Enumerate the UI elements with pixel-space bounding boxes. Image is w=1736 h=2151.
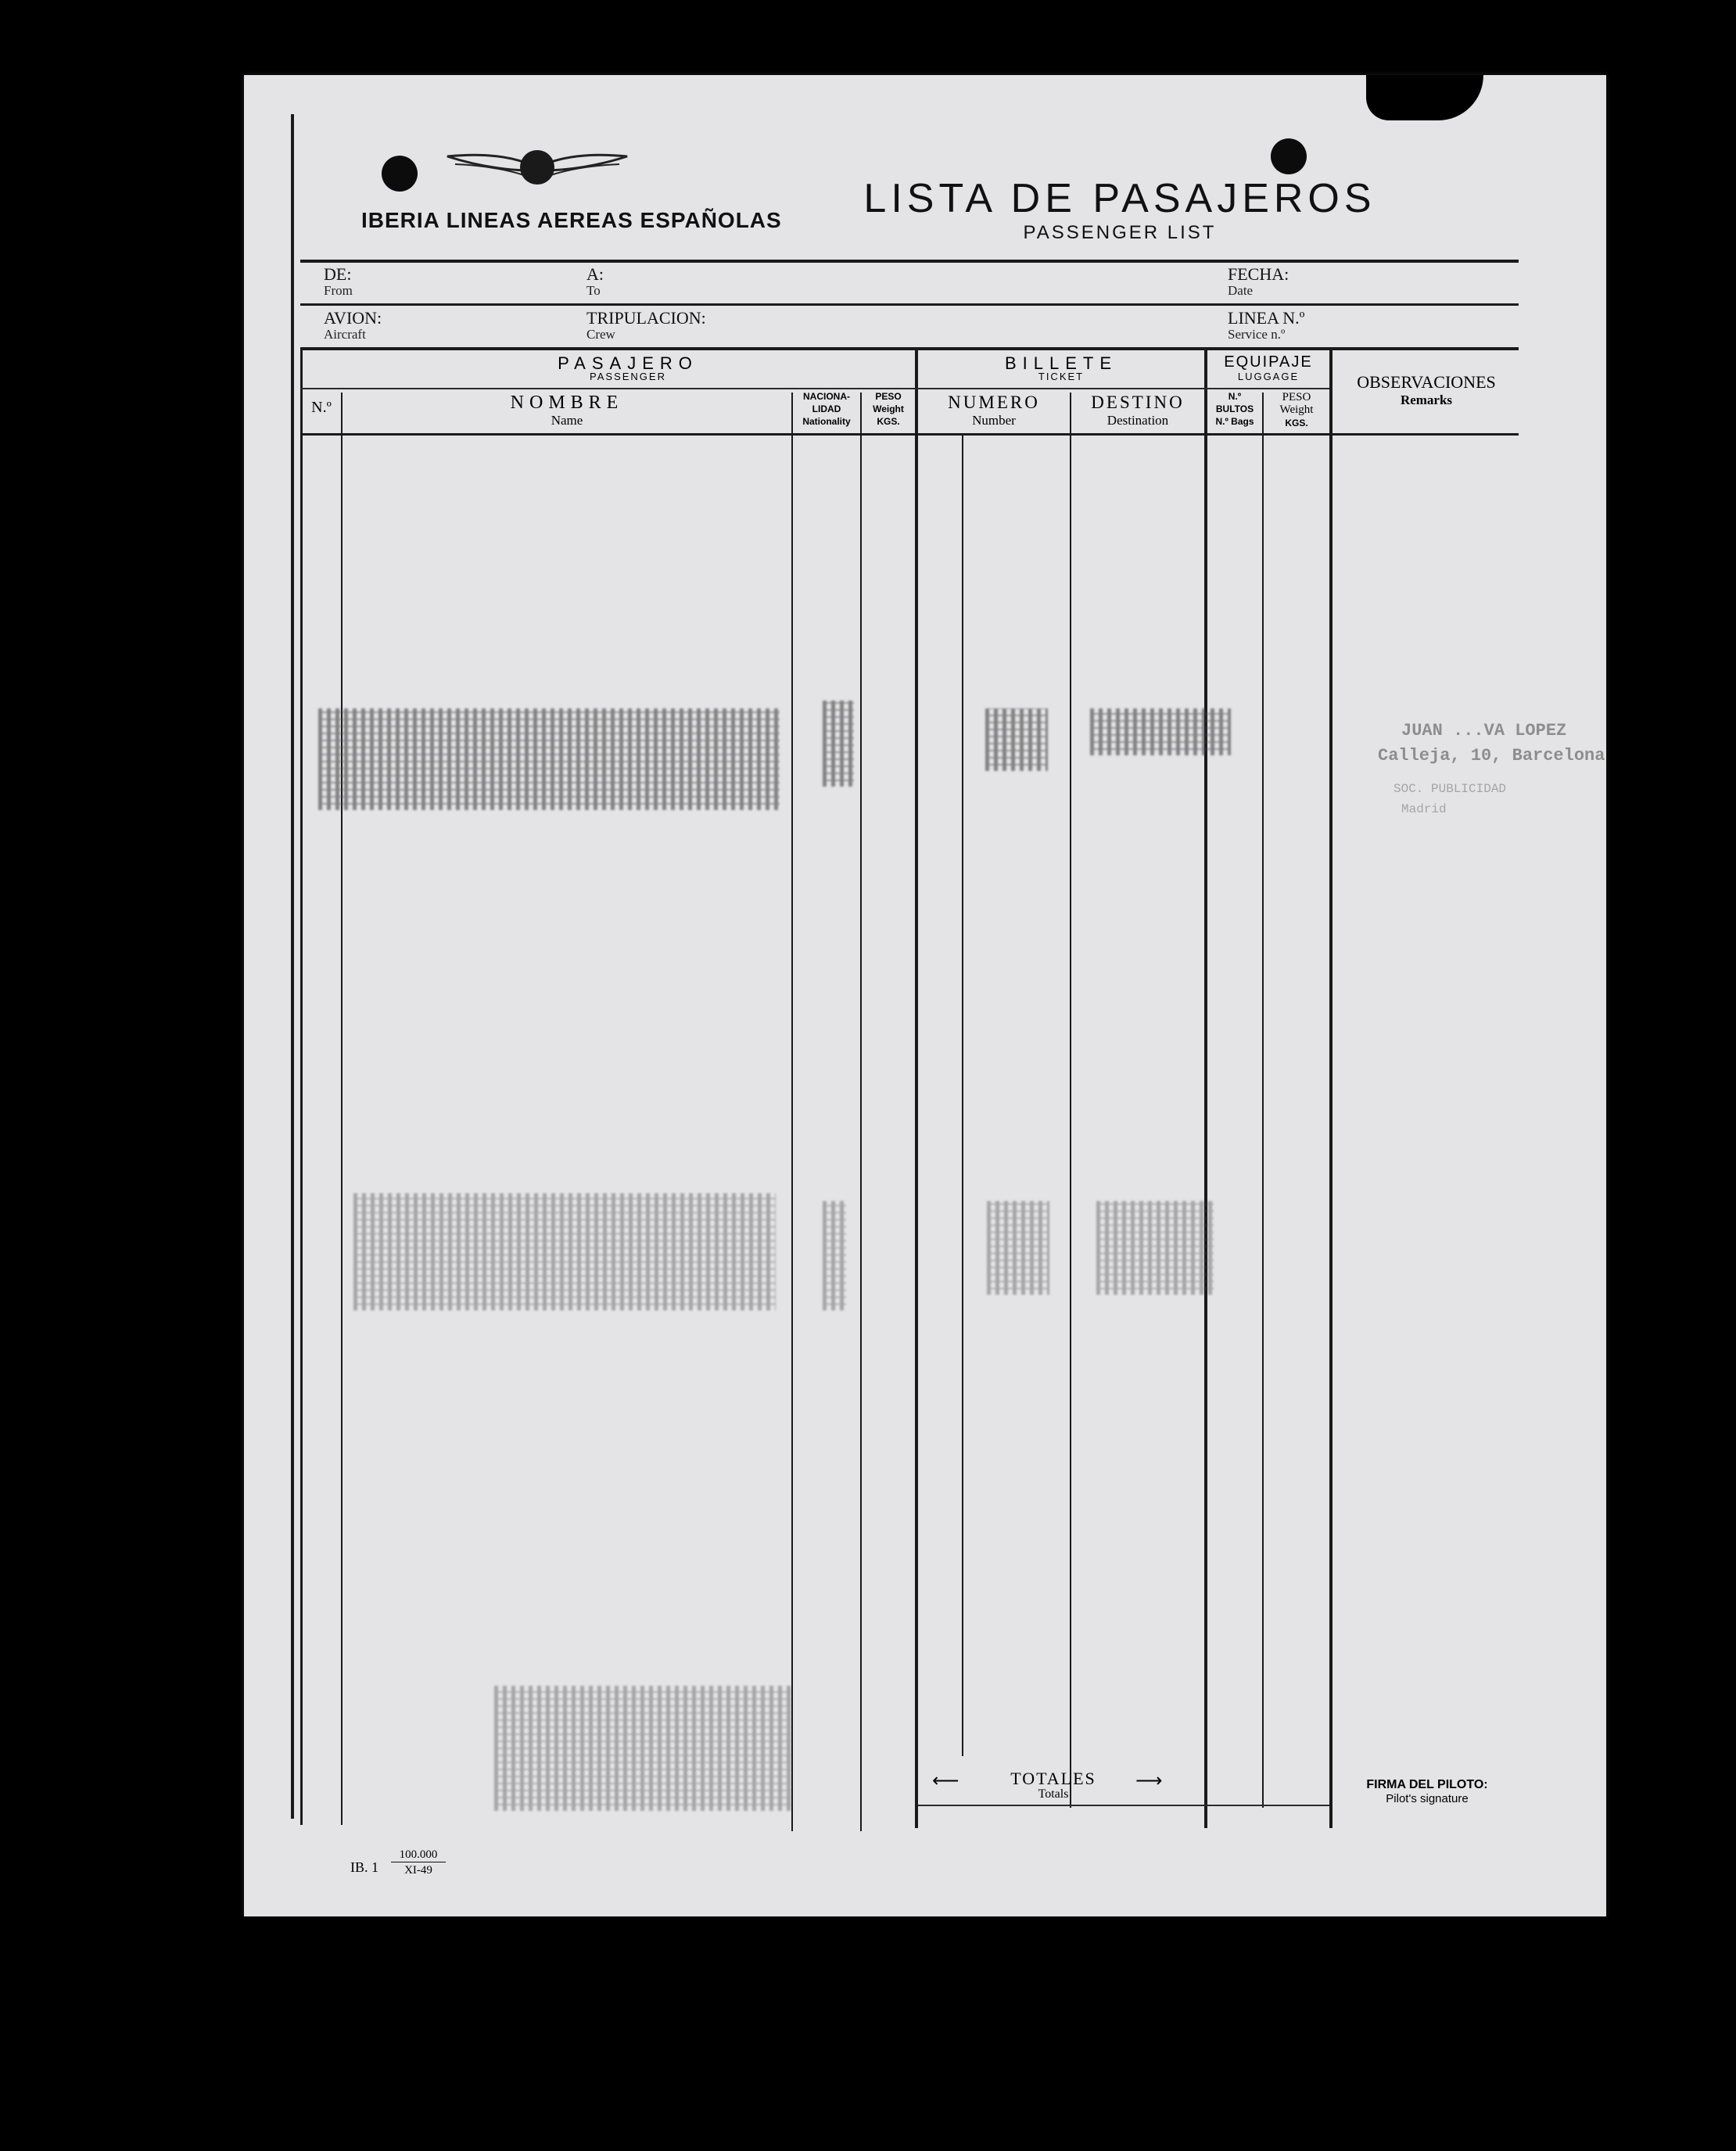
bleed-through-block-4 [1090, 708, 1231, 755]
col-divider-billete-equipaje [1204, 350, 1207, 1828]
bleed-text-3: SOC. PUBLICIDAD [1393, 782, 1507, 796]
punch-hole-left [382, 156, 418, 192]
page-subtitle: PASSENGER LIST [1023, 222, 1217, 243]
left-margin-rule [291, 114, 294, 1819]
bleed-through-block-8 [1096, 1201, 1214, 1295]
group-pasajero-en: PASSENGER [590, 371, 666, 382]
group-billete-en: TICKET [1038, 371, 1085, 382]
group-observaciones-en: Remarks [1400, 393, 1453, 407]
group-pasajero: PASAJERO [558, 353, 698, 373]
col-header-nacionalidad-en: Nationality [802, 416, 851, 427]
totals-label: TOTALES [1010, 1769, 1096, 1788]
col-header-nombre-en: Name [551, 413, 583, 428]
group-equipaje: EQUIPAJE [1224, 353, 1313, 371]
page-title: LISTA DE PASAJEROS [863, 176, 1376, 221]
col-header-no: N.º [311, 399, 332, 416]
field-de-en: From [324, 283, 353, 298]
field-a-label: A: [586, 264, 604, 284]
field-avion-label: AVION: [324, 308, 382, 328]
col-divider-pasajero-billete [915, 350, 918, 1828]
col-header-bultos-2: BULTOS [1215, 403, 1254, 414]
field-a-en: To [586, 283, 601, 298]
bleed-through-block-3 [985, 708, 1048, 771]
totals-rule [918, 1805, 1329, 1806]
col-header-peso-en1: Weight [873, 403, 904, 414]
col-header-nacionalidad-2: LIDAD [812, 403, 841, 414]
bleed-through-block-9 [494, 1686, 791, 1811]
wings-logo-icon [439, 141, 635, 195]
col-header-peso-eq-en1: Weight [1279, 403, 1314, 416]
column-header-rule [300, 433, 1519, 436]
field-tripulacion-en: Crew [586, 327, 615, 342]
col-divider-bultos [1262, 393, 1264, 1808]
field-fecha-en: Date [1228, 283, 1254, 298]
header-rule-mid [300, 303, 1519, 306]
table-left-border [300, 347, 303, 1825]
col-divider-numero [1070, 393, 1071, 1808]
col-header-bultos-1: N.º [1228, 391, 1242, 402]
col-header-bultos-en: N.º Bags [1215, 416, 1254, 427]
bleed-text-2: Calleja, 10, Barcelona [1378, 746, 1605, 765]
col-header-destino-en: Destination [1107, 413, 1169, 428]
col-divider-no [341, 393, 343, 1825]
col-header-peso-eq-en2: KGS. [1285, 418, 1308, 428]
col-header-destino: DESTINO [1091, 393, 1185, 412]
group-observaciones: OBSERVACIONES [1357, 372, 1496, 392]
field-avion-en: Aircraft [324, 327, 366, 342]
header-rule-bottom [300, 347, 1519, 350]
bleed-through-block-7 [987, 1201, 1049, 1295]
col-header-peso-en2: KGS. [877, 416, 900, 427]
col-header-numero-en: Number [972, 413, 1016, 428]
torn-corner [1366, 75, 1483, 120]
bleed-through-block-5 [353, 1193, 776, 1310]
col-header-nombre: NOMBRE [510, 393, 624, 413]
bleed-through-block-1 [318, 708, 780, 810]
totals-arrow-left-icon: ⟵ [932, 1769, 959, 1791]
col-header-peso-eq: PESO [1282, 391, 1311, 403]
totals-arrow-right-icon: ⟶ [1135, 1769, 1163, 1791]
field-de-label: DE: [324, 264, 352, 284]
field-fecha-label: FECHA: [1228, 264, 1289, 284]
form-code-prefix: IB. 1 [350, 1859, 378, 1875]
col-header-nacionalidad-1: NACIONA- [803, 391, 850, 402]
form-code-denominator: XI-49 [404, 1864, 432, 1877]
bleed-through-block-2 [823, 701, 854, 787]
field-tripulacion-label: TRIPULACION: [586, 308, 706, 328]
bleed-through-block-6 [823, 1201, 846, 1310]
col-divider-nacionalidad [860, 393, 862, 1831]
field-linea-en: Service n.º [1228, 327, 1286, 342]
pilot-signature-label: FIRMA DEL PILOTO: [1366, 1778, 1488, 1791]
col-divider-billete-inner [962, 435, 963, 1756]
header-rule-top [300, 260, 1519, 263]
field-linea-label: LINEA N.º [1228, 308, 1305, 328]
col-header-numero: NUMERO [948, 393, 1040, 412]
col-header-peso: PESO [875, 391, 902, 402]
punch-hole-right [1271, 138, 1307, 174]
group-header-rule [300, 388, 1329, 389]
document-page [244, 75, 1606, 1916]
form-code-numerator: 100.000 [391, 1848, 446, 1862]
company-name: IBERIA LINEAS AEREAS ESPAÑOLAS [361, 208, 782, 232]
col-divider-nombre [791, 393, 793, 1831]
group-equipaje-en: LUGGAGE [1237, 371, 1300, 382]
group-billete: BILLETE [1004, 353, 1118, 373]
pilot-signature-label-en: Pilot's signature [1386, 1792, 1469, 1805]
bleed-text-4: Madrid [1401, 802, 1447, 816]
bleed-text-1: JUAN ...VA LOPEZ [1401, 721, 1567, 740]
totals-label-en: Totals [1038, 1787, 1069, 1801]
col-divider-equipaje-obs [1329, 350, 1332, 1828]
